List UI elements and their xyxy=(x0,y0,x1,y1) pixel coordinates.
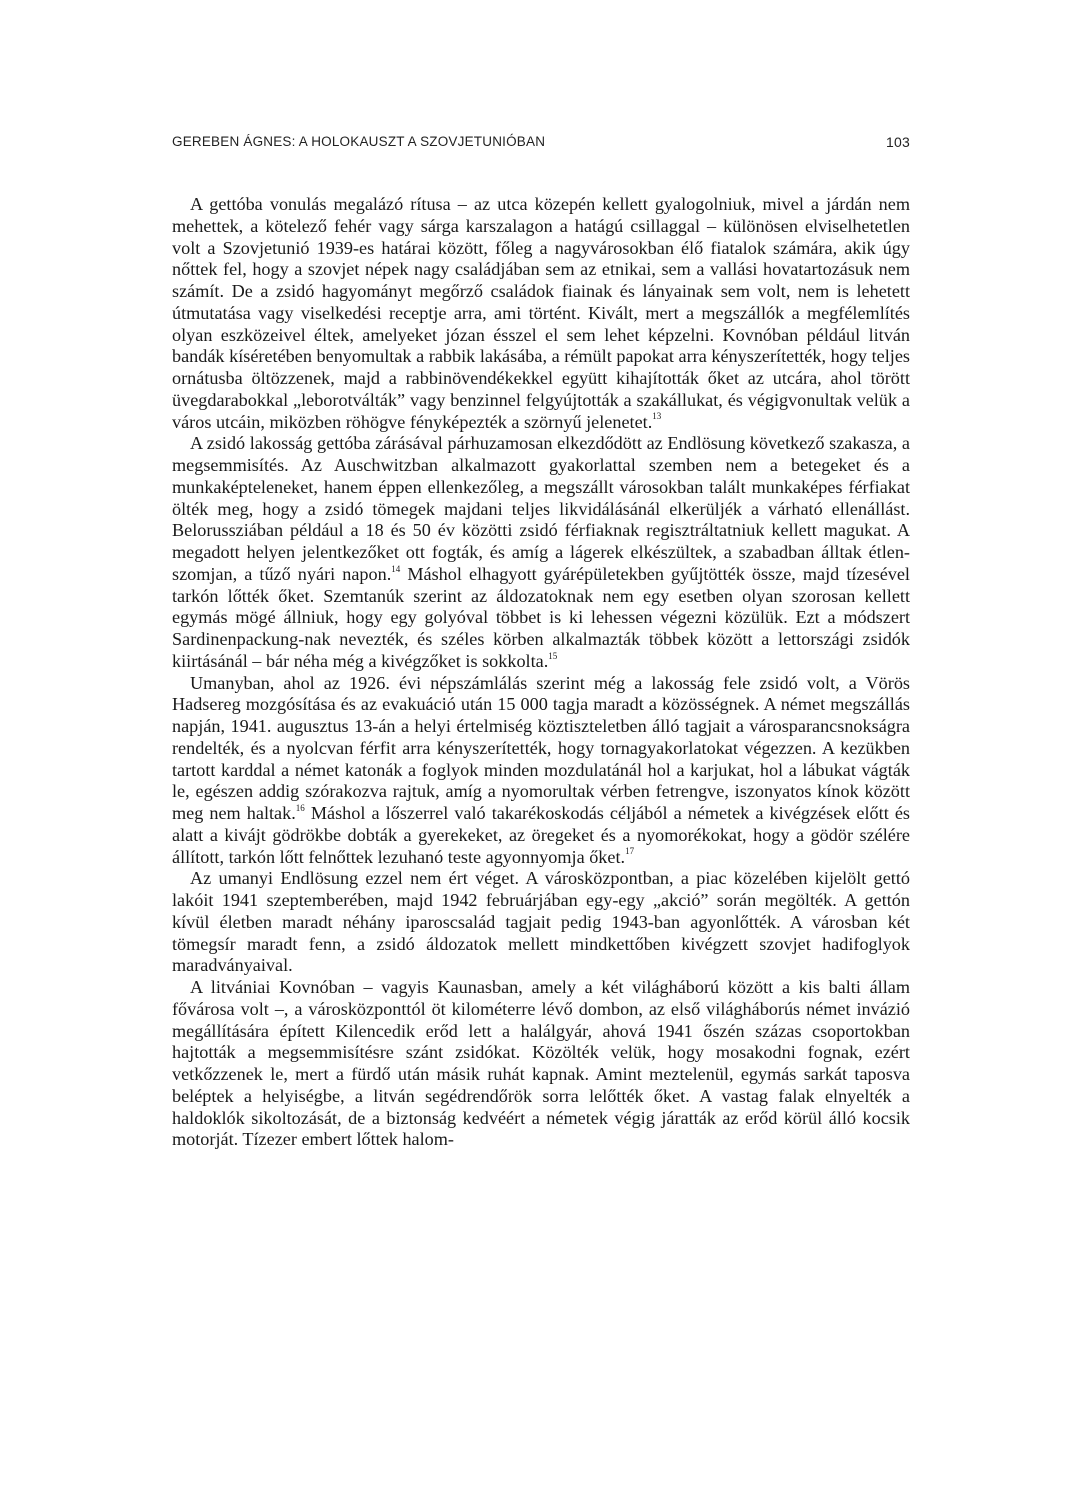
paragraph xyxy=(172,433,910,672)
paragraph xyxy=(172,977,910,1151)
page-number: 103 xyxy=(886,134,910,150)
paragraph xyxy=(172,868,910,977)
footnote-ref[interactable]: 16 xyxy=(295,802,305,813)
footnote-ref[interactable]: 13 xyxy=(652,411,662,422)
body-text xyxy=(172,194,910,1151)
paragraph-text: Máshol elhagyott gyárépületekben gyűjtötték össze, majd tízesével tarkón lőtték őket. Szemtanúk szerint az áldozatoknak nem egy esetben olyan szorosan kellett egymás mögé állniuk, hogy egy golyóval többet is ki lehessen végezni közülük. Ezt a módszert Sardinenpackung-nak nevezték, és széles körben alkalmazták többek között a lettországi zsidók kiirtásánál – bár néha még a kivégzőket is sokkolta. xyxy=(172,563,910,671)
paragraph-text: Umanyban, ahol az 1926. évi népszámlálás szerint még a lakosság fele zsidó volt, a Vörös Hadsereg mozgósítása és az evakuáció után 15 000 tagja maradt a közösségnek. A német megszállás napján, 1941. augusztus 13-án a helyi értelmiség köztiszteletben álló tagjait a városparancsnokságra rendelték, és a nyolcvan férfit arra kényszerítették, hogy tornagyakorlatokat végezzen. A kezükben tartott karddal a német katonák a foglyok minden mozdulatánál hol a karjukat, hol a lábukat vágták le, egészen addig szórakozva rajtuk, amíg a nyomorultak vérben fetrengve, iszonyatos kínok között meg nem haltak. xyxy=(172,672,910,823)
paragraph-text: Máshol a lőszerrel való takarékoskodás céljából a németek a kivégzések előtt és alatt a kivájt gödrökbe dobták a gyerekeket, az öregeket és a nyomorékokat, hogy a gödör szélére állított, tarkón lőtt felnőttek lezuhanó teste agyonnyomja őket. xyxy=(172,803,910,867)
paragraph-text: Az umanyi Endlösung ezzel nem ért véget. A városközpontban, a piac közelében kijelölt gettó lakóit 1941 szeptemberében, majd 1942 februárjában egy-egy „akció” során megölték. A gettón kívül életben maradt néhány iparoscsalád tagjait pedig 1943-ban agyonlőtték. A városban két tömegsír maradt fenn, a zsidó áldozatok mellett mindkettőben kivégzett szovjet hadifoglyok maradványaival. xyxy=(172,868,910,976)
paragraph-text: A zsidó lakosság gettóba zárásával párhuzamosan elkezdődött az Endlösung következő szakasza, a megsemmisítés. Az Auschwitzban alkalmazott gyakorlattal szemben nem a betegeket és a munkaképteleneket, hanem éppen ellenkezőleg, a megszállt városokban talált munkaképes férfiakat ölték meg, hogy a zsidó tömegek majdani teljes likvidálásánál elkerüljék a várható ellenállást. Belorussziában például a 18 és 50 év közötti zsidó férfiaknak regisztráltatniuk kellett magukat. A megadott helyen jelentkezőket ott fogták, és amíg a lágerek elkészültek, a szabadban álltak étlen-szomjan, a tűző nyári napon. xyxy=(172,433,910,584)
footnote-ref[interactable]: 15 xyxy=(548,650,558,661)
footnote-ref[interactable]: 17 xyxy=(625,846,635,857)
paragraph-text: A gettóba vonulás megalázó rítusa – az utca közepén kellett gyalogolniuk, mivel a járdán nem mehettek, a kötelező fehér vagy sárga karszalagon a hatágú csillaggal – különösen elviselhetetlen volt a Szovjetunió 1939-es határai között, főleg a nagyvárosokban élő fiatalok számára, akik úgy nőttek fel, hogy a szovjet népek nagy családjában sem az etnikai, sem a vallási hovatartozásuk nem számít. De a zsidó hagyományt megőrző családok fiainak és lányainak sem volt, nem is lehetett útmutatása vagy viselkedési receptje arra, ami történt. Kivált, mert a megszállók a megfélemlítés olyan eszközeivel éltek, amelyeket józan ésszel el sem lehet képzelni. Kovnóban például litván bandák kíséretében benyomultak a rabbik lakásába, a rémült papokat arra kényszerítették, hogy teljes ornátusba öltözzenek, majd a rabbinövendékekkel együtt kihajították őket az utcára, ahol törött üvegdarabokkal „leborotválták” vagy benzinnel felgyújtották a szakállukat, és végigvonultak velük a város utcáin, miközben röhögve fényképezték a szörnyű jelenetet. xyxy=(172,194,910,432)
footnote-ref[interactable]: 14 xyxy=(391,563,401,574)
paragraph xyxy=(172,673,910,869)
paragraph-text: A litvániai Kovnóban – vagyis Kaunasban, amely a két világháború között a kis balti állam fővárosa volt –, a városközponttól öt kilométerre lévő dombon, az első világháborús német invázió megállítására épített Kilencedik erőd lett a halálgyár, ahová 1941 őszén százas csoportokban hajtották a megsemmisítésre szánt zsidókat. Közölték velük, hogy mosakodni fognak, ezért vetkőzzenek le, mert a fürdő után másik ruhát kapnak. Amint meztelenül, egymás sarkát taposva beléptek a helyiségbe, a litván segédrendőrök sorra lelőtték őket. A vastag falak elnyelték a haldoklók sikoltozását, de a biztonság kedvéért a németek végig járatták az erőd körül álló kocsik motorját. Tízezer embert lőttek halom- xyxy=(172,977,910,1150)
paragraph xyxy=(172,194,910,433)
running-header xyxy=(172,134,910,154)
running-title: GEREBEN ÁGNES: A HOLOKAUSZT A SZOVJETUNIÓBAN xyxy=(172,134,546,149)
